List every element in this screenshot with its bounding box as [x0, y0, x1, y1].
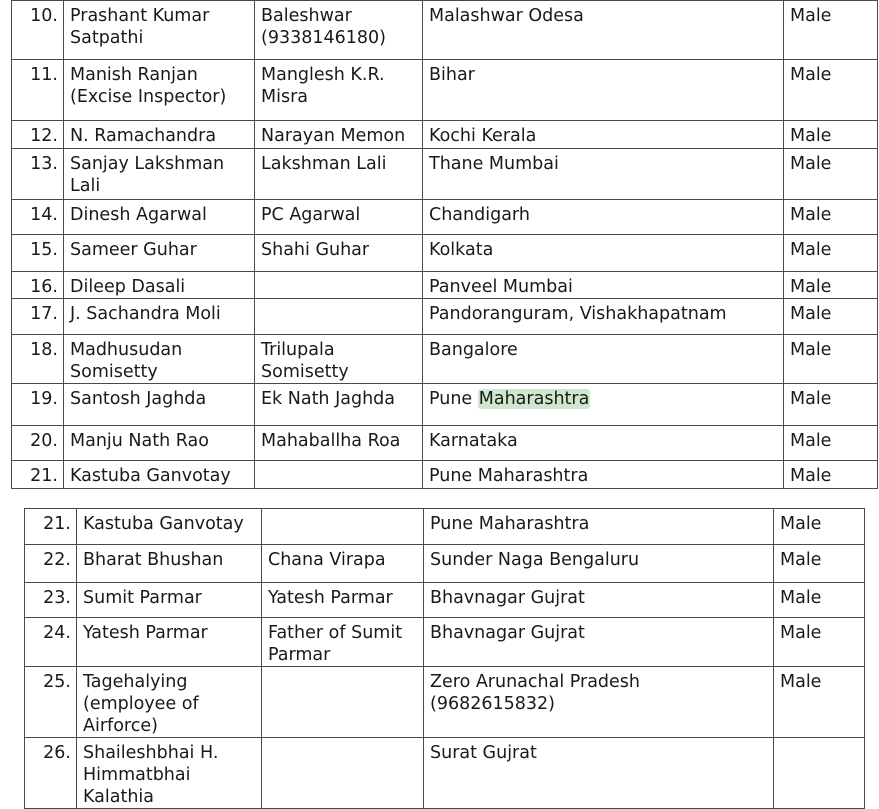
records-table-top	[11, 0, 878, 489]
address-cell: Sunder Naga Bengaluru	[424, 545, 774, 583]
father-name-cell	[255, 272, 423, 299]
address-cell: Surat Gujrat	[424, 738, 774, 809]
table-row	[25, 545, 865, 583]
table-row	[12, 121, 878, 149]
father-name-cell: Mahaballha Roa	[255, 426, 423, 461]
table-row	[12, 149, 878, 200]
gender-cell: Male	[774, 545, 865, 583]
father-name-cell: Father of Sumit Parmar	[262, 618, 424, 667]
address-cell: Kolkata	[423, 235, 784, 272]
address-cell: Karnataka	[423, 426, 784, 461]
father-name-cell: Narayan Memon	[255, 121, 423, 149]
address-cell: Pune Maharashtra	[424, 509, 774, 545]
table-row	[12, 200, 878, 235]
table-row	[12, 384, 878, 426]
father-name-cell: Shahi Guhar	[255, 235, 423, 272]
serial-number-cell: 19.	[12, 384, 64, 426]
address-cell: Bangalore	[423, 335, 784, 384]
table-row	[25, 509, 865, 545]
serial-number-cell: 13.	[12, 149, 64, 200]
gender-cell: Male	[774, 509, 865, 545]
father-name-cell: PC Agarwal	[255, 200, 423, 235]
gender-cell: Male	[784, 335, 878, 384]
name-cell: Dinesh Agarwal	[64, 200, 255, 235]
name-cell: Yatesh Parmar	[77, 618, 262, 667]
serial-number-cell: 21.	[25, 509, 77, 545]
father-name-cell: Trilupala Somisetty	[255, 335, 423, 384]
address-text: Pune	[429, 389, 478, 409]
highlighted-text: Maharashtra	[478, 389, 590, 409]
serial-number-cell: 18.	[12, 335, 64, 384]
serial-number-cell: 14.	[12, 200, 64, 235]
table-row	[12, 60, 878, 121]
serial-number-cell: 26.	[25, 738, 77, 809]
serial-number-cell: 12.	[12, 121, 64, 149]
table-row	[25, 583, 865, 618]
name-cell: Kastuba Ganvotay	[64, 461, 255, 489]
father-name-cell	[262, 738, 424, 809]
gender-cell: Male	[774, 618, 865, 667]
father-name-cell	[262, 509, 424, 545]
serial-number-cell: 25.	[25, 667, 77, 738]
gender-cell: Male	[784, 121, 878, 149]
gender-cell: Male	[784, 1, 878, 60]
address-cell: Pune Maharashtra	[423, 461, 784, 489]
table-row	[12, 335, 878, 384]
table-row	[12, 1, 878, 60]
address-cell: Chandigarh	[423, 200, 784, 235]
serial-number-cell: 20.	[12, 426, 64, 461]
address-cell: Pandoranguram, Vishakhapatnam	[423, 299, 784, 335]
father-name-cell: Manglesh K.R. Misra	[255, 60, 423, 121]
father-name-cell: Baleshwar (9338146180)	[255, 1, 423, 60]
address-cell	[423, 384, 784, 426]
gender-cell: Male	[784, 60, 878, 121]
name-cell: Sanjay Lakshman Lali	[64, 149, 255, 200]
serial-number-cell: 17.	[12, 299, 64, 335]
serial-number-cell: 15.	[12, 235, 64, 272]
name-cell: Prashant Kumar Satpathi	[64, 1, 255, 60]
gender-cell: Male	[784, 235, 878, 272]
father-name-cell: Chana Virapa	[262, 545, 424, 583]
gender-cell: Male	[784, 299, 878, 335]
table-row	[12, 426, 878, 461]
gender-cell: Male	[784, 272, 878, 299]
name-cell: Kastuba Ganvotay	[77, 509, 262, 545]
table-row	[12, 299, 878, 335]
serial-number-cell: 23.	[25, 583, 77, 618]
table-row	[25, 667, 865, 738]
address-cell: Bhavnagar Gujrat	[424, 583, 774, 618]
table-row	[12, 235, 878, 272]
name-cell: Sumit Parmar	[77, 583, 262, 618]
address-cell: Bihar	[423, 60, 784, 121]
gender-cell: Male	[774, 667, 865, 738]
name-cell: Dileep Dasali	[64, 272, 255, 299]
name-cell: N. Ramachandra	[64, 121, 255, 149]
records-table-bottom	[24, 508, 865, 809]
father-name-cell: Ek Nath Jaghda	[255, 384, 423, 426]
serial-number-cell: 11.	[12, 60, 64, 121]
gender-cell	[774, 738, 865, 809]
father-name-cell: Lakshman Lali	[255, 149, 423, 200]
address-cell: Thane Mumbai	[423, 149, 784, 200]
address-cell: Malashwar Odesa	[423, 1, 784, 60]
serial-number-cell: 16.	[12, 272, 64, 299]
address-cell: Panveel Mumbai	[423, 272, 784, 299]
father-name-cell	[255, 299, 423, 335]
address-cell: Kochi Kerala	[423, 121, 784, 149]
name-cell: Manish Ranjan (Excise Inspector)	[64, 60, 255, 121]
name-cell: Santosh Jaghda	[64, 384, 255, 426]
address-cell: Bhavnagar Gujrat	[424, 618, 774, 667]
name-cell: Shaileshbhai H. Himmatbhai Kalathia	[77, 738, 262, 809]
serial-number-cell: 21.	[12, 461, 64, 489]
father-name-cell	[255, 461, 423, 489]
name-cell: Tagehalying (employee of Airforce)	[77, 667, 262, 738]
name-cell: Bharat Bhushan	[77, 545, 262, 583]
gender-cell: Male	[784, 461, 878, 489]
table-row	[25, 618, 865, 667]
table-row	[25, 738, 865, 809]
gender-cell: Male	[784, 149, 878, 200]
name-cell: J. Sachandra Moli	[64, 299, 255, 335]
name-cell: Manju Nath Rao	[64, 426, 255, 461]
name-cell: Madhusudan Somisetty	[64, 335, 255, 384]
gender-cell: Male	[784, 426, 878, 461]
table-row	[12, 461, 878, 489]
gender-cell: Male	[774, 583, 865, 618]
serial-number-cell: 24.	[25, 618, 77, 667]
gender-cell: Male	[784, 200, 878, 235]
address-cell: Zero Arunachal Pradesh (9682615832)	[424, 667, 774, 738]
table-row	[12, 272, 878, 299]
gender-cell: Male	[784, 384, 878, 426]
father-name-cell	[262, 667, 424, 738]
serial-number-cell: 22.	[25, 545, 77, 583]
serial-number-cell: 10.	[12, 1, 64, 60]
father-name-cell: Yatesh Parmar	[262, 583, 424, 618]
name-cell: Sameer Guhar	[64, 235, 255, 272]
